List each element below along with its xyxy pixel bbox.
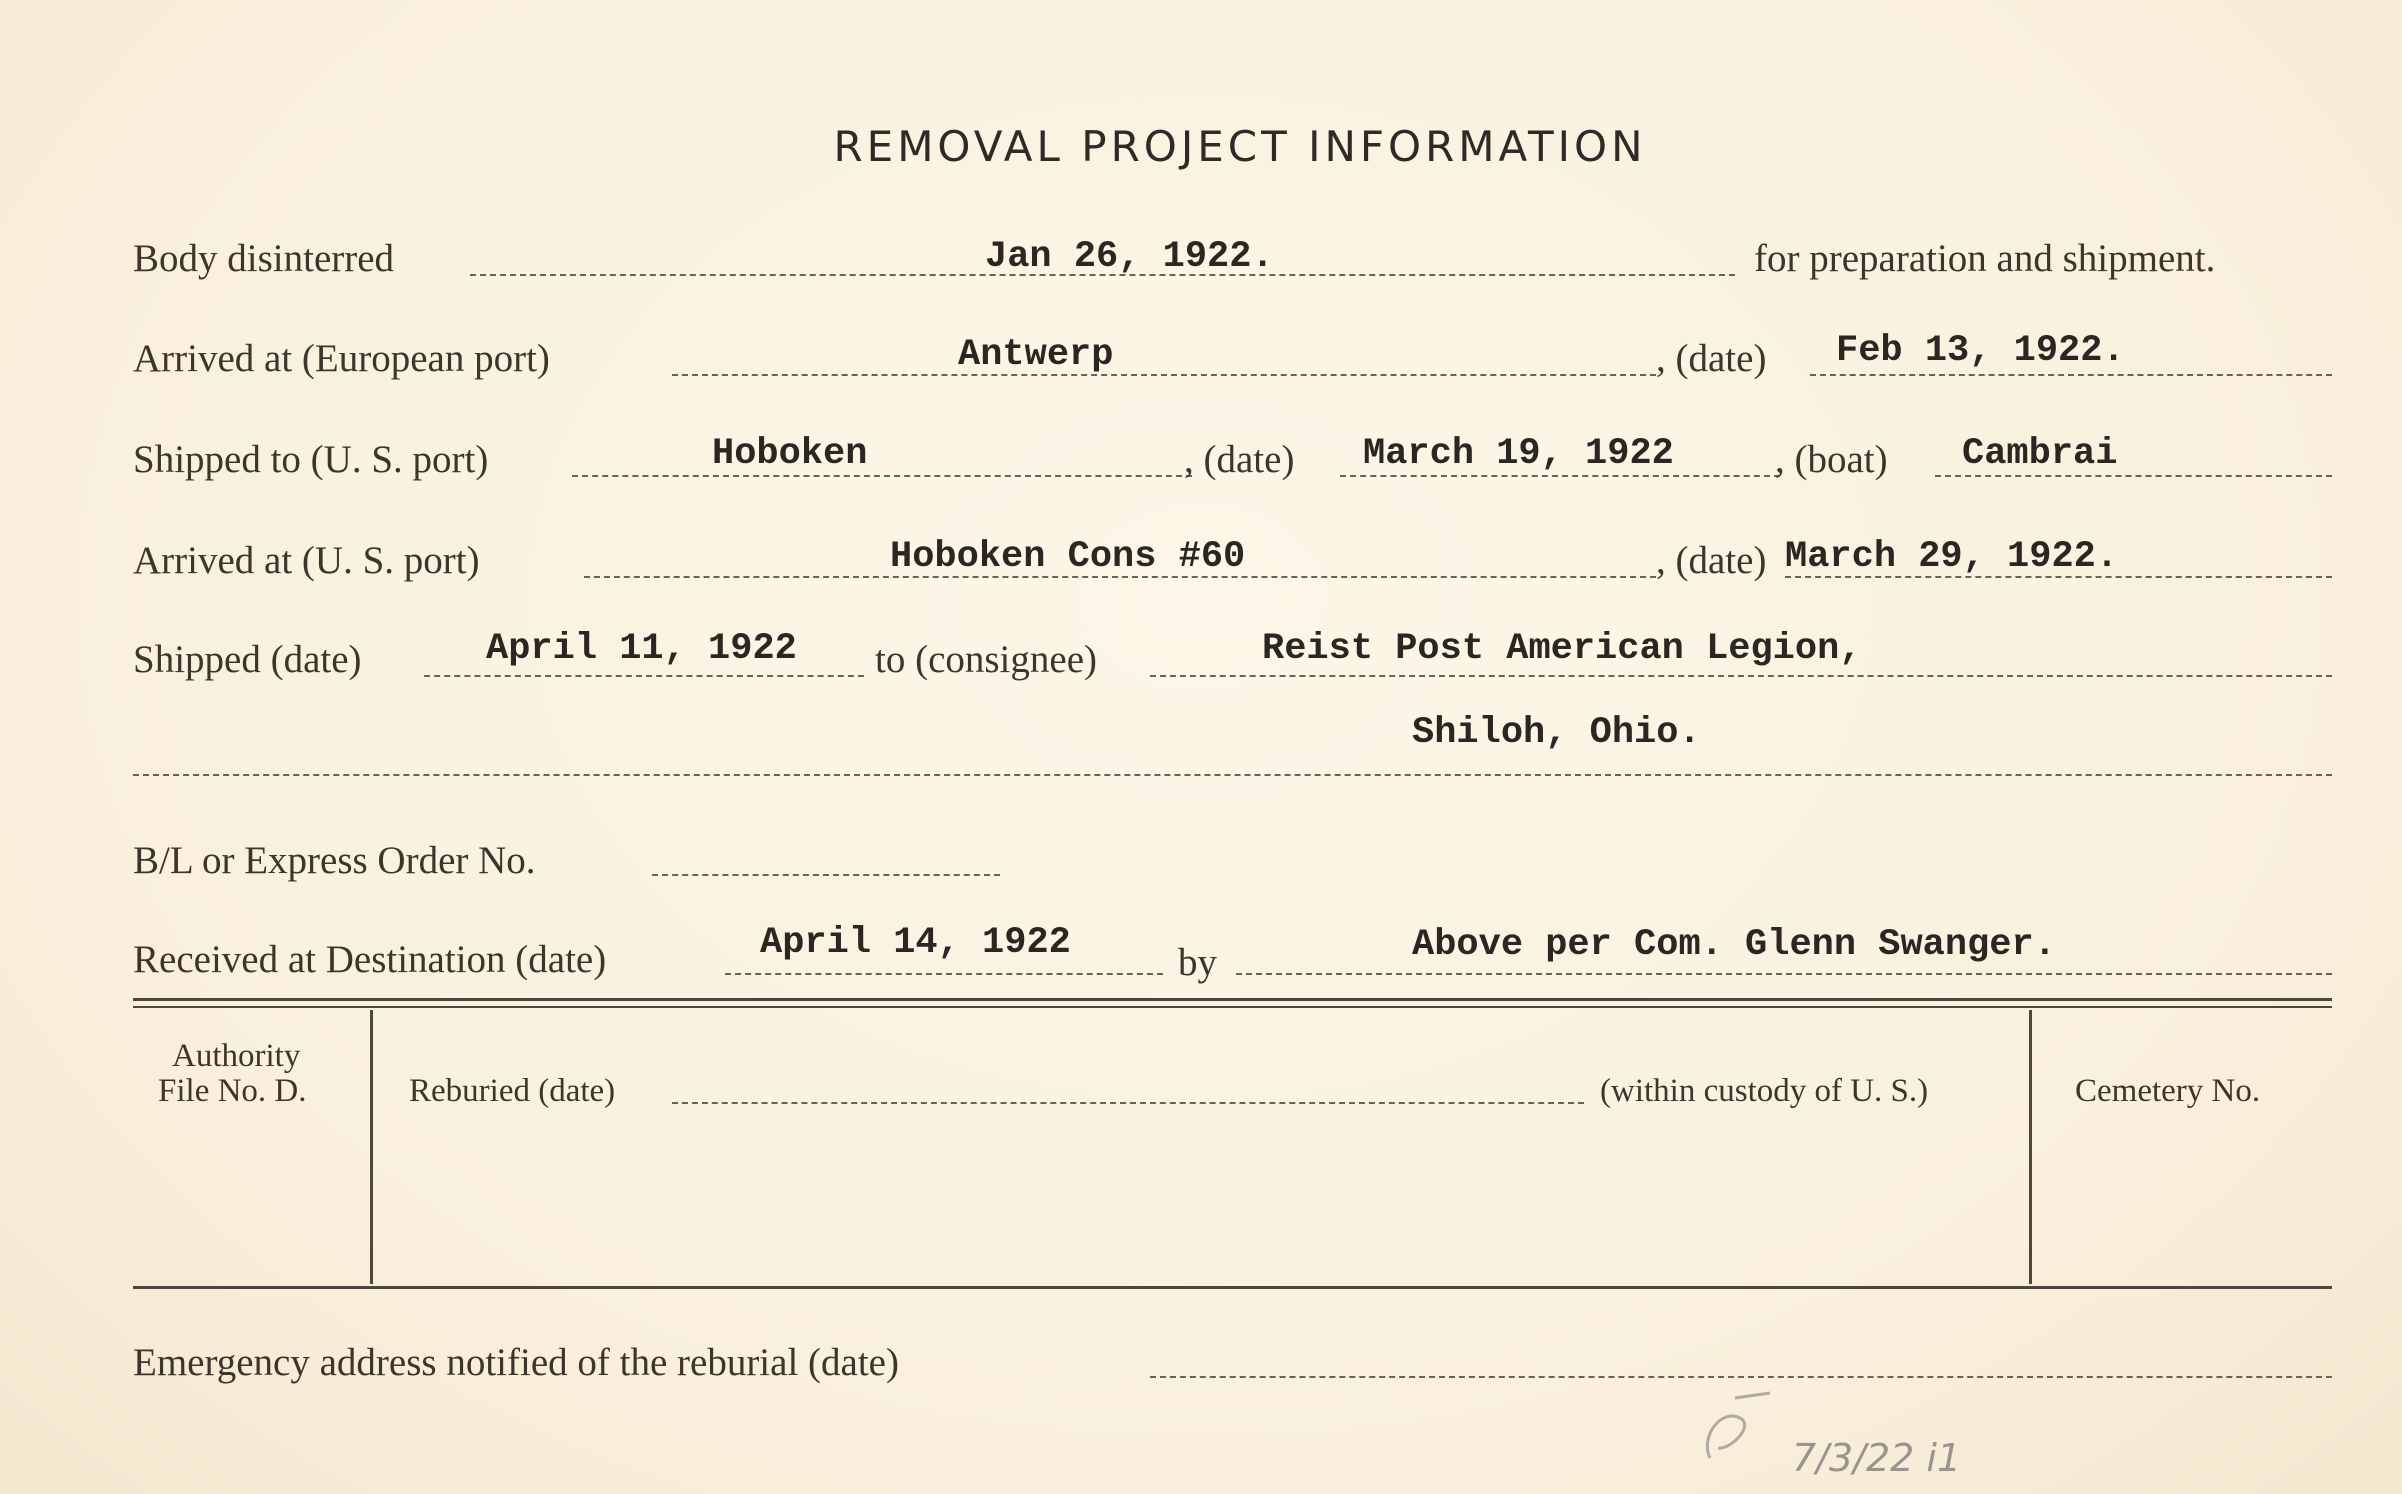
table-divider-right bbox=[2029, 1010, 2032, 1284]
field-line bbox=[1150, 1376, 2332, 1378]
value-arrived-us-port: Hoboken Cons #60 bbox=[890, 536, 1246, 578]
value-shipped-us-date: March 19, 1922 bbox=[1363, 433, 1674, 475]
label-date: , (date) bbox=[1656, 539, 1767, 582]
label-shipped-to-us-port: Shipped to (U. S. port) bbox=[133, 438, 489, 481]
label-date: , (date) bbox=[1184, 438, 1295, 481]
field-line bbox=[1236, 973, 2332, 975]
field-line bbox=[1935, 475, 2332, 477]
label-authority: Authority bbox=[172, 1038, 301, 1074]
value-shipped-us-port: Hoboken bbox=[712, 433, 868, 475]
label-to-consignee: to (consignee) bbox=[875, 638, 1098, 681]
field-line bbox=[1810, 374, 2332, 376]
label-by: by bbox=[1178, 941, 1217, 984]
label-arrived-european-port: Arrived at (European port) bbox=[133, 337, 550, 380]
label-cemetery-no: Cemetery No. bbox=[2075, 1073, 2261, 1109]
field-line bbox=[1340, 475, 1780, 477]
value-arrived-us-date: March 29, 1922. bbox=[1785, 536, 2119, 578]
value-consignee-line2: Shiloh, Ohio. bbox=[1412, 712, 1701, 754]
value-received-date: April 14, 1922 bbox=[760, 922, 1071, 964]
label-arrived-us-port: Arrived at (U. S. port) bbox=[133, 539, 480, 582]
label-received-destination: Received at Destination (date) bbox=[133, 938, 607, 981]
value-boat: Cambrai bbox=[1962, 433, 2118, 475]
field-line bbox=[1150, 675, 2332, 677]
table-top-rule-2 bbox=[133, 1006, 2332, 1008]
label-file-no: File No. D. bbox=[158, 1073, 307, 1109]
label-body-disinterred: Body disinterred bbox=[133, 237, 395, 280]
label-date: , (date) bbox=[1656, 337, 1767, 380]
value-european-date: Feb 13, 1922. bbox=[1836, 330, 2125, 372]
table-divider-left bbox=[370, 1010, 373, 1284]
pencil-mark-icon bbox=[1690, 1388, 1780, 1468]
value-body-disinterred: Jan 26, 1922. bbox=[985, 236, 1274, 278]
field-line bbox=[133, 774, 2332, 776]
field-line bbox=[652, 874, 1000, 876]
page-title: REMOVAL PROJECT INFORMATION bbox=[833, 122, 1647, 171]
label-shipped-date: Shipped (date) bbox=[133, 638, 362, 681]
field-line bbox=[672, 1102, 1584, 1104]
label-within-custody: (within custody of U. S.) bbox=[1600, 1073, 1929, 1109]
label-boat: , (boat) bbox=[1775, 438, 1888, 481]
field-line bbox=[424, 675, 864, 677]
label-bl-order: B/L or Express Order No. bbox=[133, 839, 536, 882]
value-european-port: Antwerp bbox=[958, 334, 1114, 376]
field-line bbox=[725, 973, 1163, 975]
field-line bbox=[572, 475, 1192, 477]
field-line bbox=[672, 374, 1656, 376]
value-shipped-date: April 11, 1922 bbox=[486, 628, 797, 670]
label-emergency-address: Emergency address notified of the reburial (date) bbox=[133, 1341, 899, 1384]
value-received-by: Above per Com. Glenn Swanger. bbox=[1412, 924, 2056, 966]
label-for-preparation: for preparation and shipment. bbox=[1754, 237, 2216, 280]
table-top-rule bbox=[133, 998, 2332, 1001]
label-reburied-date: Reburied (date) bbox=[409, 1073, 616, 1109]
handwritten-note: 7/3/22 i1 bbox=[1792, 1436, 1962, 1480]
table-bottom-rule bbox=[133, 1286, 2332, 1289]
value-consignee-line1: Reist Post American Legion, bbox=[1262, 628, 1862, 670]
